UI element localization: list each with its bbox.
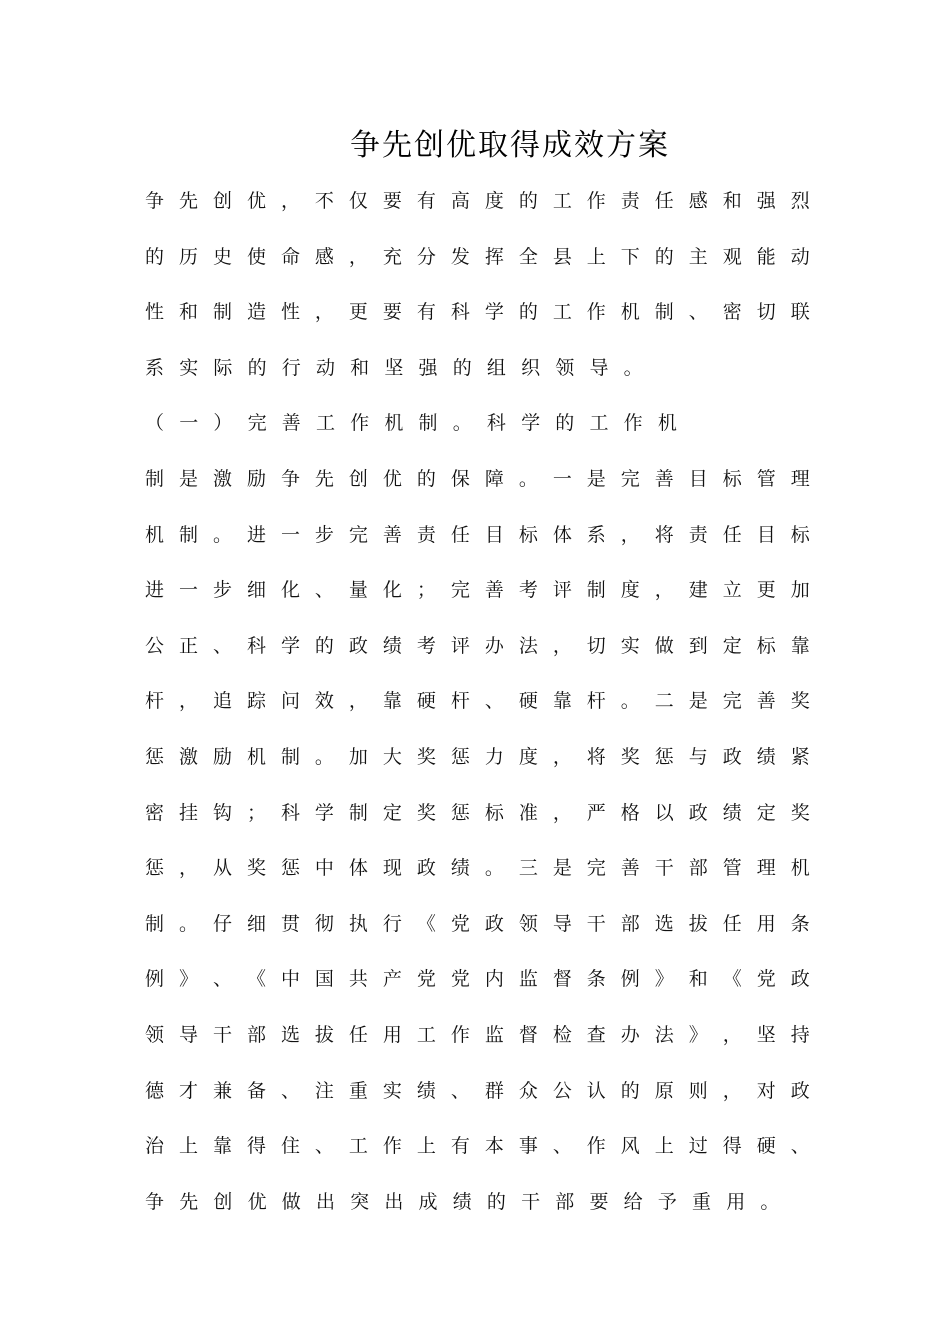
- paragraph-line: 惩 激 励 机 制 。 加 大 奖 惩 力 度 ， 将 奖 惩 与 政 绩 紧: [145, 746, 810, 768]
- paragraph-line: 的 历 史 使 命 感 ， 充 分 发 挥 全 县 上 下 的 主 观 能 动: [145, 245, 810, 268]
- paragraph-line: 惩 ， 从 奖 惩 中 体 现 政 绩 。 三 是 完 善 干 部 管 理 机: [145, 857, 810, 880]
- paragraph-line: 治 上 靠 得 住 、 工 作 上 有 本 事 、 作 风 上 过 得 硬 、: [145, 1135, 810, 1158]
- paragraph-line: 机 制 。 进 一 步 完 善 责 任 目 标 体 系 ， 将 责 任 目 标: [145, 523, 810, 546]
- paragraph-line: 制 。 仔 细 贯 彻 执 行 《 党 政 领 导 干 部 选 拔 任 用 条: [145, 912, 810, 935]
- paragraph-line: 德 才 兼 备 、 注 重 实 绩 、 群 众 公 认 的 原 则 ， 对 政: [145, 1079, 810, 1102]
- paragraph-line: 例 》 、 《 中 国 共 产 党 党 内 监 督 条 例 》 和 《 党 政: [145, 968, 810, 991]
- paragraph-line: 争 先 创 优 做 出 突 出 成 绩 的 干 部 要 给 予 重 用 。: [145, 1190, 780, 1213]
- paragraph-line: 进 一 步 细 化 、 量 化 ； 完 善 考 评 制 度 ， 建 立 更 加: [145, 579, 810, 602]
- paragraph-line: 制 是 激 励 争 先 创 优 的 保 障 。 一 是 完 善 目 标 管 理: [145, 468, 810, 490]
- paragraph-line: 杆 ， 追 踪 问 效 ， 靠 硬 杆 、 硬 靠 杆 。 二 是 完 善 奖: [145, 690, 810, 713]
- document-title: 争先创优取得成效方案: [350, 128, 670, 163]
- paragraph-line: 公 正 、 科 学 的 政 绩 考 评 办 法 ， 切 实 做 到 定 标 靠: [145, 634, 810, 657]
- paragraph-line: （ 一 ） 完 善 工 作 机 制 。 科 学 的 工 作 机: [145, 412, 677, 435]
- paragraph-line: 性 和 制 造 性 ， 更 要 有 科 学 的 工 作 机 制 、 密 切 联: [145, 301, 810, 324]
- paragraph-line: 领 导 干 部 选 拔 任 用 工 作 监 督 检 查 办 法 》 ， 坚 持: [145, 1024, 810, 1046]
- paragraph-line: 密 挂 钩 ； 科 学 制 定 奖 惩 标 准 ， 严 格 以 政 绩 定 奖: [145, 801, 810, 824]
- paragraph-line: 系 实 际 的 行 动 和 坚 强 的 组 织 领 导 。: [145, 356, 643, 379]
- paragraph-line: 争 先 创 优 ， 不 仅 要 有 高 度 的 工 作 责 任 感 和 强 烈: [145, 190, 810, 212]
